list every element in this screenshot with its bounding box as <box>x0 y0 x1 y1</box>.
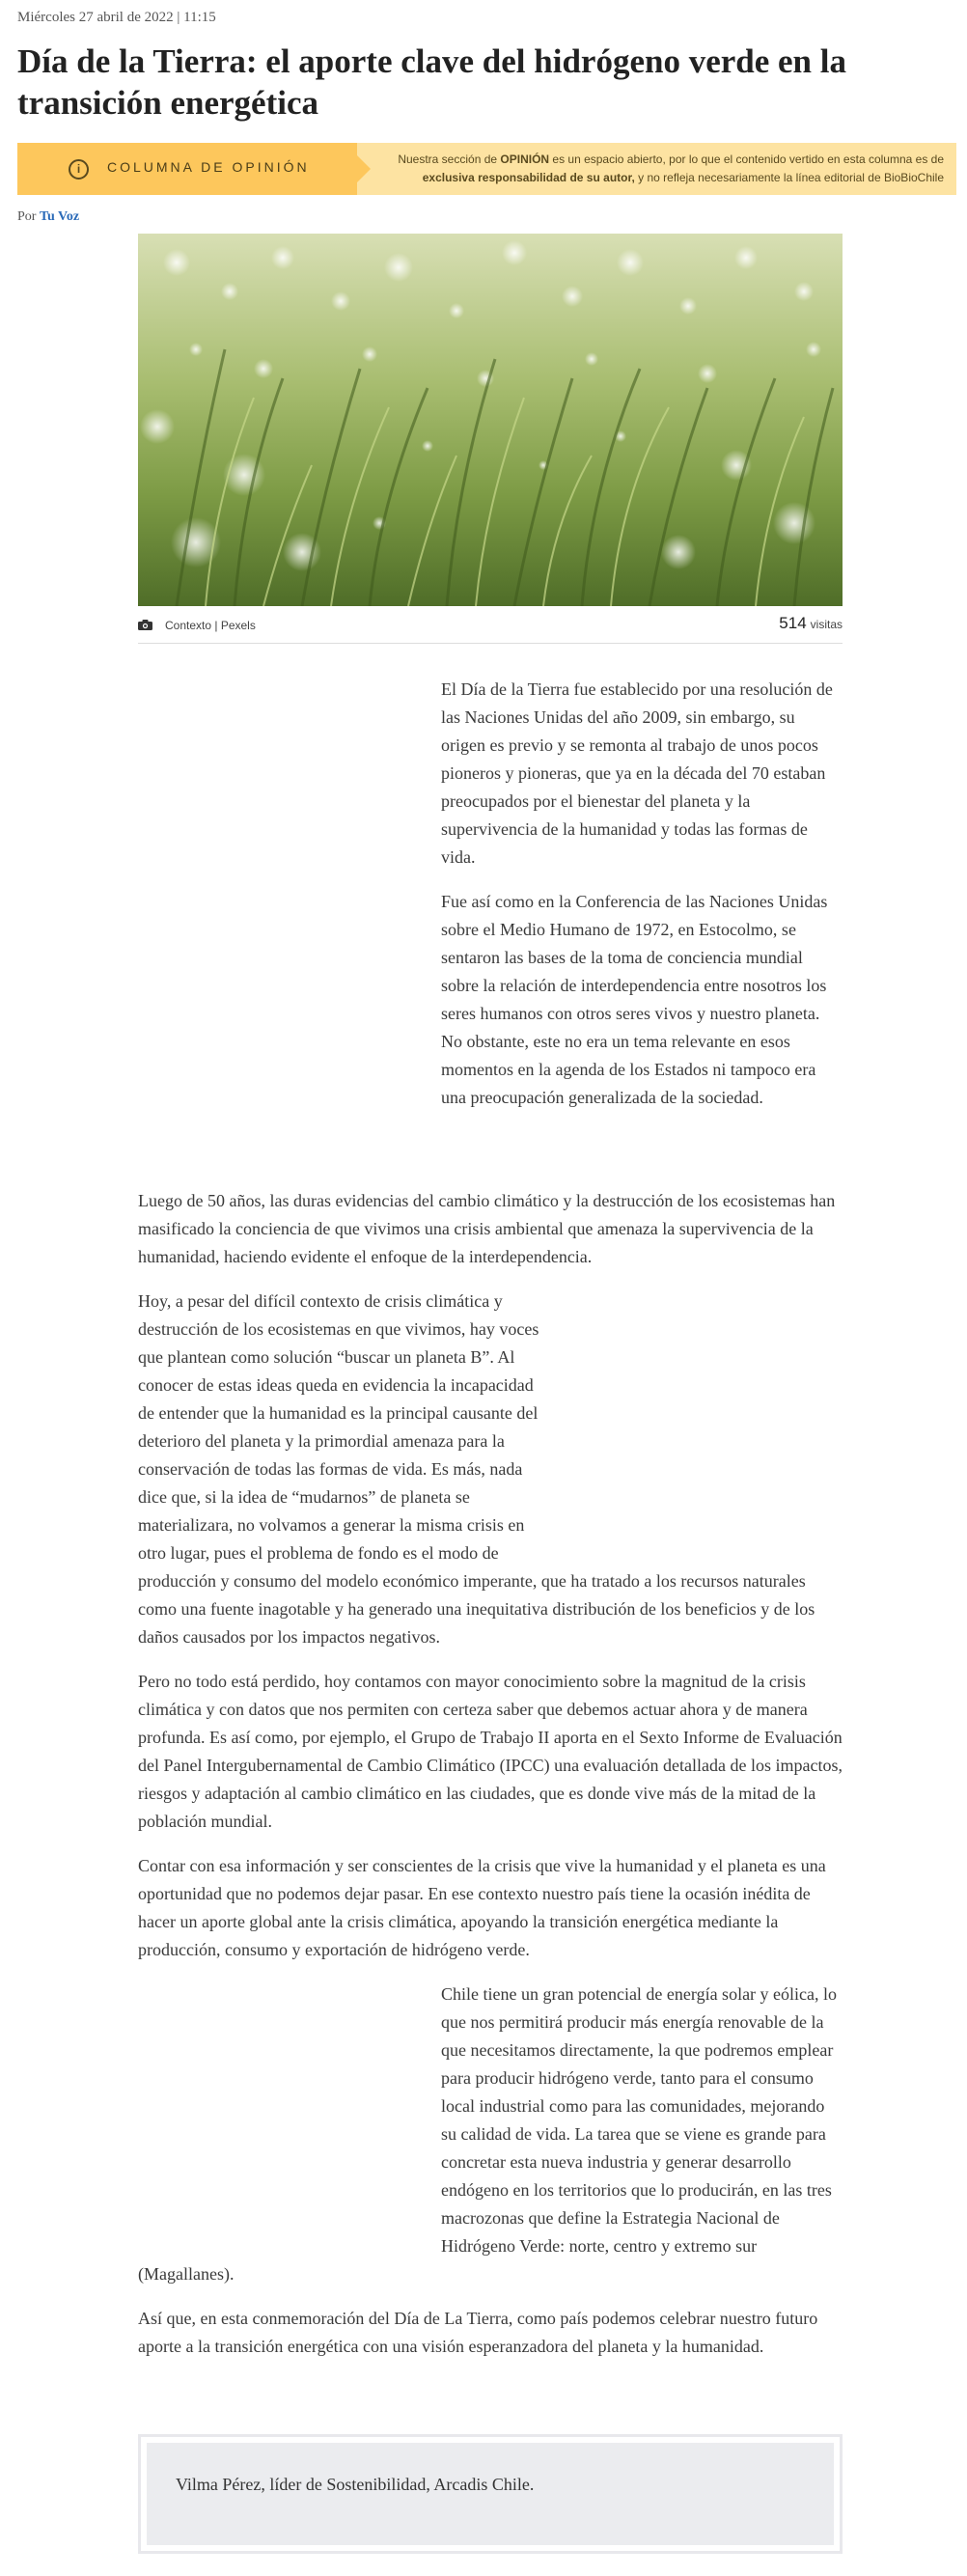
article-paragraph: Hoy, a pesar del difícil contexto de crisis climática y destrucción de los ecosistemas en que vivimos, hay voces que plantean como solución “buscar un planeta B”. Al conocer de estas ideas queda en evidencia la incapacidad de entender que la humanidad es la principal causante del deterioro del planeta y la primordial amenaza para la conservación de todas las formas de vida. Es más, nada dice que, si la idea de “mudarnos” de planeta se materializara, no volvamos a generar la misma crisis en otro lugar, pues el problema de fondo es el modo de producción y consumo del modelo económico imperante, que ha tratado a los recursos naturales como una fuente inagotable y ha generado una inequitativa distribución de los beneficios y de los daños causados por los impactos negativos. <box>138 1291 815 1647</box>
ad-space-2 <box>539 1288 843 1567</box>
disclaimer-bold-2: exclusiva responsabilidad de su autor, <box>422 171 635 184</box>
disclaimer-text-1: Nuestra sección de <box>398 152 501 166</box>
author-signature-box <box>138 2434 843 2554</box>
page-title: Día de la Tierra: el aporte clave del hidrógeno verde en la transición energética <box>17 42 846 122</box>
article-paragraph: Chile tiene un gran potencial de energía solar y eólica, lo que nos permitirá producir más energía renovable de la que necesitamos directamente, la que podremos emplear para producir hidrógeno verde, tanto para el consumo local industrial como para las comunidades, mejorando su calidad de vida. La tarea que se viene es grande para concretar esta nueva industria y generar desarrollo endógeno en los territorios que lo producirán, en las tres macrozonas que define la Estrategia Nacional de Hidrógeno Verde: norte, centro y extremo sur (Magallanes). <box>138 1984 838 2284</box>
photo-meta <box>138 614 843 644</box>
byline <box>17 209 79 225</box>
disclaimer-text-3: y no refleja necesariamente la línea editorial de BioBioChile <box>634 171 944 184</box>
article-paragraph: Luego de 50 años, las duras evidencias del cambio climático y la destrucción de los ecosistemas han masificado la conciencia de que vivimos una crisis ambiental que amenaza la supervivencia de la humanidad, haciendo evidente el enfoque de la interdependencia. <box>138 1191 836 1266</box>
author-signature: Vilma Pérez, líder de Sostenibilidad, Arcadis Chile. <box>147 2443 834 2545</box>
disclaimer-bold-1: OPINIÓN <box>500 152 550 166</box>
byline-prefix: Por <box>17 209 37 224</box>
article-paragraph: Pero no todo está perdido, hoy contamos con mayor conocimiento sobre la magnitud de la crisis climática y con datos que nos permiten con certeza saber que debemos actuar ahora y de manera profunda. Es así como, por ejemplo, el Grupo de Trabajo II aporta en el Sexto Informe de Evaluación del Panel Intergubernamental de Cambio Climático (IPCC) una evaluación detallada de los impactos, riesgos y adaptación al cambio climático en las ciudades, que es donde vive más de la mitad de la población mundial. <box>138 1672 843 1831</box>
visits-number: 514 <box>779 614 807 632</box>
visits-label: visitas <box>810 618 843 631</box>
grass-photo-illustration <box>138 234 843 606</box>
ad-space-1 <box>138 676 441 1187</box>
disclaimer-text-2: es un espacio abierto, por lo que el contenido vertido en esta columna es de <box>549 152 944 166</box>
opinion-label: COLUMNA DE OPINIÓN <box>107 159 310 175</box>
article-paragraph: Fue así como en la Conferencia de las Naciones Unidas sobre el Medio Humano de 1972, en Estocolmo, se sentaron las bases de la toma de conciencia mundial sobre la relación de interdependencia entre nosotros los seres humanos con otros seres vivos y nuestro planeta. No obstante, este no era un tema relevante en esos momentos en la agenda de los Estados ni tampoco era una preocupación generalizada de la sociedad. <box>441 892 828 1107</box>
article-photo <box>138 234 843 606</box>
opinion-disclaimer <box>389 151 944 187</box>
author-link[interactable]: Tu Voz <box>39 209 80 224</box>
article-paragraph: Contar con esa información y ser conscientes de la crisis que vive la humanidad y el planeta es una oportunidad que no podemos dejar pasar. En ese contexto nuestro país tiene la ocasión inédita de hacer un aporte global ante la crisis climática, apoyando la transición energética mediante la producción, consumo y exportación de hidrógeno verde. <box>138 1856 826 1959</box>
ad-space-3 <box>138 1980 441 2260</box>
opinion-tab <box>17 143 357 195</box>
info-icon: i <box>69 159 89 180</box>
camera-icon <box>138 620 152 630</box>
publish-date: Miércoles 27 abril de 2022 | 11:15 <box>17 10 216 25</box>
article-body <box>138 676 843 2377</box>
article-paragraph: El Día de la Tierra fue establecido por una resolución de las Naciones Unidas del año 2009, sin embargo, su origen es previo y se remonta al trabajo de unos pocos pioneros y pioneras, que ya en la década del 70 estaban preocupados por el bienestar del planeta y la supervivencia de la humanidad y todas las formas de vida. <box>441 679 833 867</box>
photo-credit: Contexto | Pexels <box>165 619 256 632</box>
visits-counter <box>779 614 843 633</box>
article-paragraph: Así que, en esta conmemoración del Día de La Tierra, como país podemos celebrar nuestro futuro aporte a la transición energética con una visión esperanzadora del planeta y la humanidad. <box>138 2309 818 2356</box>
opinion-banner <box>17 143 956 195</box>
